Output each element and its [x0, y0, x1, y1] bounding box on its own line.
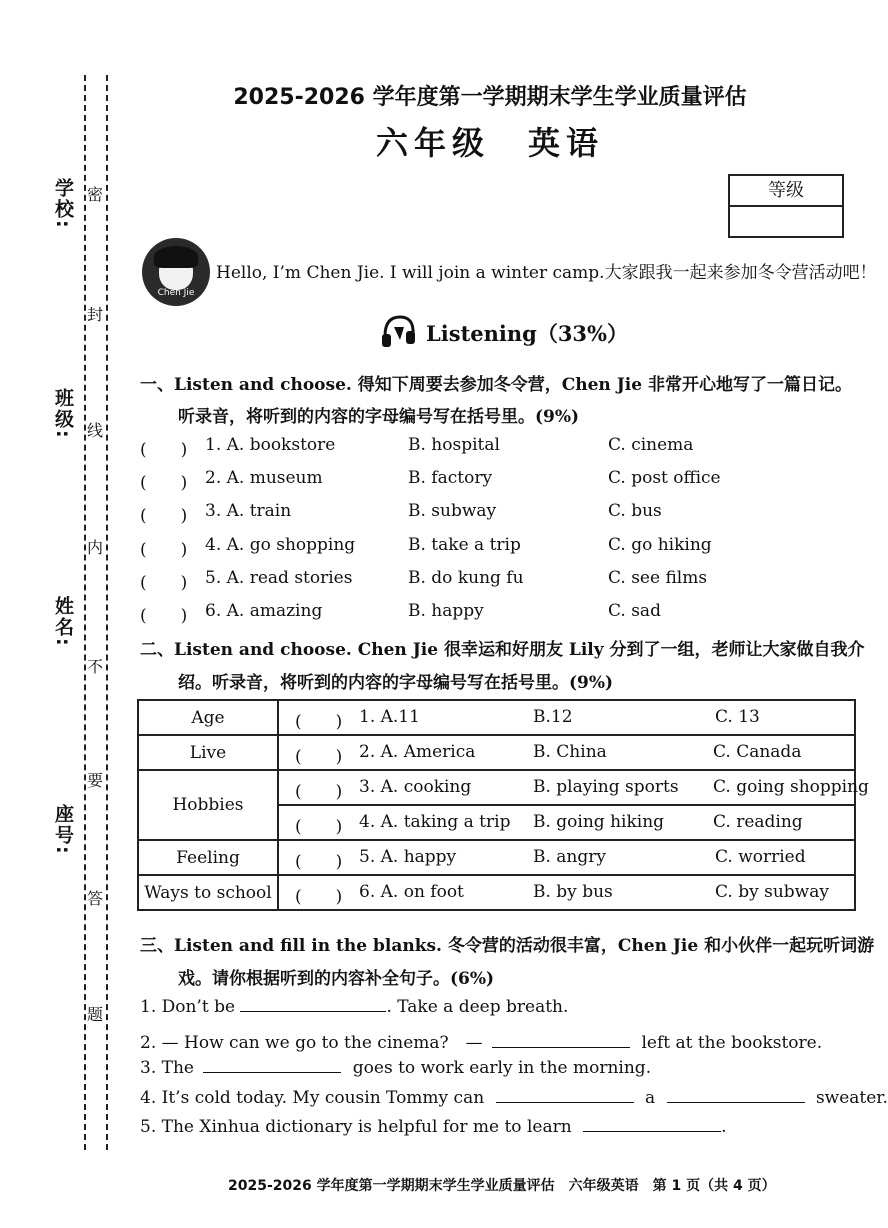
sentence-text: goes to work early in the morning. — [352, 1058, 652, 1078]
option-a: 6. A. on foot — [359, 882, 464, 902]
sentence-3 — [140, 1058, 651, 1078]
avatar-name: Chen Jie — [157, 288, 195, 298]
answer-paren[interactable]: ( ) — [140, 440, 188, 460]
table-row — [138, 840, 855, 875]
option-a: 2. A. museum — [205, 468, 323, 488]
option-c: C. go hiking — [608, 535, 712, 555]
sentence-text: 2. — How can we go to the cinema? — — [140, 1033, 483, 1053]
section1-instruction: 听录音，将听到的内容的字母编号写在括号里。(9%) — [178, 407, 580, 427]
options-cell — [278, 840, 855, 875]
fill-blank[interactable] — [496, 1101, 634, 1103]
section2-title: 二、Listen and choose. Chen Jie 很幸运和好朋友 Lily 分到了一组，老师让大家做自我介 — [140, 640, 865, 660]
answer-paren[interactable]: ( ) — [295, 747, 343, 767]
sentence-text: left at the bookstore. — [641, 1033, 823, 1053]
sentence-text: 3. The — [140, 1058, 194, 1078]
seal-char: 要 — [87, 766, 103, 793]
options-cell — [278, 735, 855, 770]
exam-title: 2025-2026 学年度第一学期期末学生学业质量评估 — [233, 85, 747, 110]
sentence-text: sweater. — [815, 1088, 888, 1108]
option-c: C. see films — [608, 568, 708, 588]
answer-paren[interactable]: ( ) — [295, 852, 343, 872]
fill-blank[interactable] — [240, 1010, 386, 1012]
table-row — [138, 875, 855, 910]
category-cell: Hobbies — [138, 770, 278, 840]
option-c: C. 13 — [715, 707, 760, 727]
option-b: B. China — [533, 742, 607, 762]
intro-text: Hello, I’m Chen Jie. I will join a winter camp.大家跟我一起来参加冬令营活动吧！ — [216, 263, 877, 283]
sentence-2 — [140, 1028, 822, 1053]
school-label: 学校: — [52, 178, 74, 230]
sentence-4 — [140, 1088, 888, 1108]
option-b: B.12 — [533, 707, 573, 727]
grade-label: 等级 — [730, 176, 842, 207]
answer-paren[interactable]: ( ) — [140, 540, 188, 560]
options-cell — [278, 875, 855, 910]
option-b: B. take a trip — [408, 535, 521, 555]
option-c: C. bus — [608, 501, 662, 521]
seal-char: 内 — [87, 533, 103, 560]
option-a: 3. A. cooking — [359, 777, 472, 797]
option-c: C. going shopping — [713, 777, 869, 797]
option-b: B. playing sports — [533, 777, 679, 797]
answer-paren[interactable]: ( ) — [140, 606, 188, 626]
section1-title: 一、Listen and choose. 得知下周要去参加冬令营，Chen Jie 非常开心地写了一篇日记。 — [140, 375, 852, 395]
answer-paren[interactable]: ( ) — [140, 506, 188, 526]
page-footer: 2025-2026 学年度第一学期期末学生学业质量评估 六年级英语 第 1 页（共 4 页） — [228, 1178, 776, 1194]
option-b: B. factory — [408, 468, 493, 488]
grade-input-area[interactable] — [730, 207, 842, 236]
grade-box — [728, 174, 844, 238]
section3-title: 三、Listen and fill in the blanks. 冬令营的活动很丰富，Chen Jie 和小伙伴一起玩听词游 — [140, 936, 875, 956]
option-c: C. by subway — [715, 882, 829, 902]
sentence-1 — [140, 997, 568, 1017]
seal-char: 答 — [87, 884, 103, 911]
section2-instruction: 绍。听录音，将听到的内容的字母编号写在括号里。(9%) — [178, 673, 614, 693]
listening-heading: Listening（33%） — [426, 321, 629, 346]
sentence-text: 4. It’s cold today. My cousin Tommy can — [140, 1088, 485, 1108]
answer-paren[interactable]: ( ) — [140, 573, 188, 593]
answer-paren[interactable]: ( ) — [295, 817, 343, 837]
option-a: 6. A. amazing — [205, 601, 323, 621]
exam-subject: 六年级 英语 — [375, 124, 604, 162]
seal-char: 密 — [87, 180, 103, 207]
section2-table — [137, 699, 869, 911]
option-c: C. reading — [713, 812, 803, 832]
category-cell: Ways to school — [138, 875, 278, 910]
section3-instruction: 戏。请你根据听到的内容补全句子。(6%) — [178, 969, 495, 989]
binding-line-right — [106, 75, 108, 1150]
option-b: B. subway — [408, 501, 497, 521]
option-b: B. angry — [533, 847, 606, 867]
category-cell: Age — [138, 700, 278, 735]
option-a: 3. A. train — [205, 501, 292, 521]
answer-paren[interactable]: ( ) — [295, 712, 343, 732]
table-row — [138, 770, 855, 805]
option-c: C. cinema — [608, 435, 694, 455]
sentence-text: . — [721, 1117, 727, 1137]
category-cell: Live — [138, 735, 278, 770]
option-c: C. sad — [608, 601, 661, 621]
seal-char: 封 — [87, 300, 103, 327]
seal-char: 线 — [87, 416, 103, 443]
sentence-text: 5. The Xinhua dictionary is helpful for me to learn — [140, 1117, 572, 1137]
category-cell: Feeling — [138, 840, 278, 875]
avatar — [142, 238, 210, 306]
answer-paren[interactable]: ( ) — [295, 782, 343, 802]
option-a: 1. A. bookstore — [205, 435, 336, 455]
option-b: B. happy — [408, 601, 484, 621]
options-cell — [278, 770, 869, 805]
option-c: C. Canada — [713, 742, 802, 762]
table-row — [138, 700, 855, 735]
fill-blank[interactable] — [492, 1046, 630, 1048]
option-a: 2. A. America — [359, 742, 476, 762]
option-c: C. worried — [715, 847, 806, 867]
avatar-hair — [154, 246, 198, 268]
class-label: 班级: — [52, 388, 74, 440]
seat-label: 座号: — [52, 804, 74, 856]
options-cell — [278, 700, 855, 735]
options-cell — [278, 805, 855, 840]
option-b: B. do kung fu — [408, 568, 524, 588]
table-row — [138, 735, 855, 770]
option-b: B. going hiking — [533, 812, 665, 832]
sentence-text: . Take a deep breath. — [386, 997, 569, 1017]
seal-char: 题 — [87, 1000, 103, 1027]
sentence-text: 1. Don’t be — [140, 997, 236, 1017]
option-b: B. hospital — [408, 435, 500, 455]
option-a: 4. A. taking a trip — [359, 812, 511, 832]
seal-char: 不 — [87, 652, 103, 679]
option-b: B. by bus — [533, 882, 613, 902]
option-a: 5. A. read stories — [205, 568, 353, 588]
option-a: 5. A. happy — [359, 847, 457, 867]
sentence-5 — [140, 1117, 726, 1137]
option-a: 1. A.11 — [359, 707, 420, 727]
option-a: 4. A. go shopping — [205, 535, 356, 555]
sentence-text: a — [644, 1088, 656, 1108]
binding-line-left — [84, 75, 86, 1150]
name-label: 姓名: — [52, 596, 74, 648]
fill-blank[interactable] — [583, 1130, 721, 1132]
headphones-icon — [380, 312, 416, 350]
answer-paren[interactable]: ( ) — [140, 473, 188, 493]
answer-paren[interactable]: ( ) — [295, 887, 343, 907]
fill-blank[interactable] — [667, 1101, 805, 1103]
fill-blank[interactable] — [203, 1071, 341, 1073]
option-c: C. post office — [608, 468, 721, 488]
